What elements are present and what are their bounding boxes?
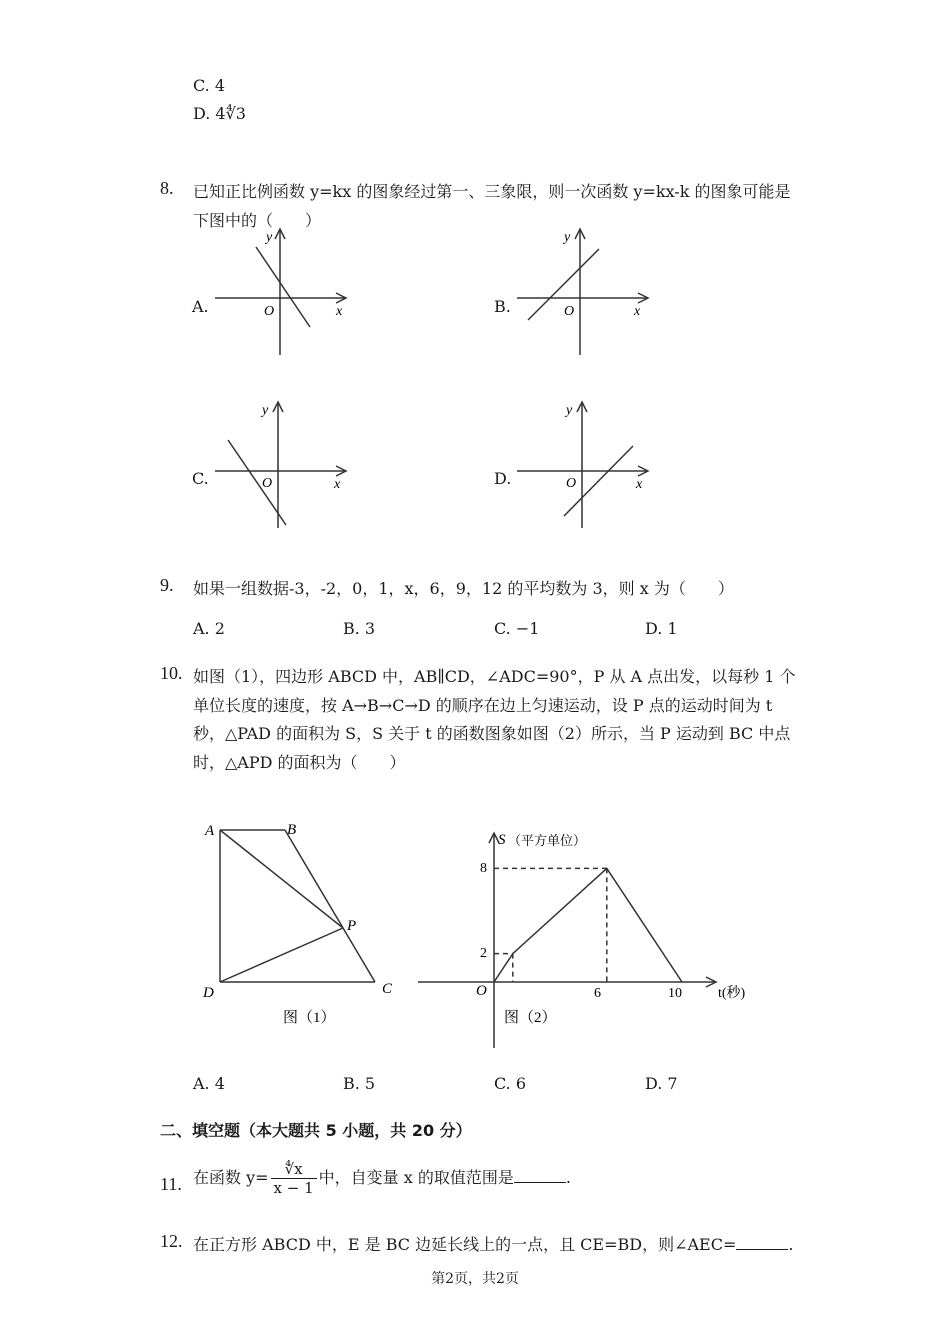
q7-option-d-prefix: D. 4 (193, 104, 226, 123)
q11-text (193, 1160, 571, 1197)
origin-label: O (564, 304, 575, 319)
origin-label: O (264, 304, 275, 319)
s-axis-label: S (498, 832, 506, 848)
origin-label: O (476, 983, 487, 999)
x-label: x (636, 477, 643, 492)
origin-label: O (566, 476, 577, 491)
y-label: y (266, 230, 273, 245)
segment-dp (220, 928, 343, 982)
q12-text: 在正方形 ABCD 中，E 是 BC 边延长线上的一点，且 CE=BD，则∠AEC= (193, 1235, 737, 1254)
q11-answer-blank[interactable] (514, 1168, 566, 1183)
q10-text-line3: 秒，△PAD 的面积为 S，S 关于 t 的函数图象如图（2）所示，当 P 运动到 BC 中点 (193, 724, 791, 743)
vertex-c-label: C (382, 981, 393, 997)
q8-graph-c (210, 398, 355, 533)
vertex-b-label: B (287, 822, 297, 838)
q9-option-d: D. 1 (645, 619, 678, 638)
t-axis-label: t(秒) (718, 986, 746, 1001)
q8-option-a-label: A. (192, 297, 209, 316)
q9-option-a: A. 2 (193, 619, 225, 638)
q7-option-d (193, 104, 246, 123)
vertex-a-label: A (205, 823, 215, 839)
q10-text-line2: 单位长度的速度，按 A→B→C→D 的顺序在边上匀速运动，设 P 点的运动时间为 t (193, 696, 773, 715)
q10-text-line4: 时，△APD 的面积为（ ） (193, 753, 406, 772)
q9-text: 如果一组数据-3，-2，0，1，x，6，9，12 的平均数为 3，则 x 为（ ） (193, 579, 734, 598)
origin-label: O (262, 476, 273, 491)
y-tick-8: 8 (480, 861, 487, 876)
x-tick-10: 10 (668, 986, 682, 1001)
q12-number: 12. (160, 1231, 183, 1251)
q8-text-line2: 下图中的（ ） (193, 211, 322, 230)
edge-bc (285, 830, 375, 982)
point-p-label: P (347, 918, 357, 934)
q10-figure-2 (410, 820, 755, 1052)
q11-fraction (271, 1160, 317, 1197)
q11-numerator: ∜x (271, 1160, 317, 1179)
x-label: x (634, 304, 641, 319)
q11-suffix: 中，自变量 x 的取值范围是 (318, 1168, 514, 1187)
q8-option-d-label: D. (494, 469, 512, 488)
segment-ap (220, 830, 343, 928)
q8-option-b-label: B. (494, 297, 511, 316)
q8-graph-d (512, 398, 657, 533)
q8-number: 8. (160, 178, 174, 198)
q12-answer-blank[interactable] (736, 1235, 788, 1250)
q12-end: . (788, 1235, 794, 1254)
q10-number: 10. (160, 663, 183, 683)
q8-text-line1: 已知正比例函数 y=kx 的图象经过第一、三象限，则一次函数 y=kx-k 的图象可能是 (193, 182, 791, 201)
q10-option-a: A. 4 (193, 1074, 225, 1093)
q10-option-b: B. 5 (343, 1074, 376, 1093)
q8-graph-a (210, 225, 355, 360)
q8-graph-b (512, 225, 657, 360)
figure-2-caption: 图（2） (504, 1010, 557, 1026)
q9-option-b: B. 3 (343, 619, 376, 638)
q10-figure-1 (195, 815, 410, 1035)
y-label: y (262, 403, 269, 418)
q7-option-d-root: ∜3 (225, 104, 246, 123)
guide-lines (494, 868, 607, 982)
q10-text-line1: 如图（1），四边形 ABCD 中，AB∥CD，∠ADC=90°，P 从 A 点出发，以每秒 1 个 (193, 667, 796, 686)
q11-number: 11. (160, 1174, 182, 1194)
x-label: x (336, 304, 343, 319)
q8-option-c-label: C. (192, 469, 209, 488)
page-footer: 第2页，共2页 (431, 1271, 519, 1287)
q11-end: . (565, 1168, 571, 1187)
q12-text-line (193, 1232, 793, 1255)
y-label: y (564, 230, 571, 245)
y-tick-2: 2 (480, 946, 487, 961)
s-axis-unit: （平方单位） (508, 833, 587, 848)
series-line (494, 868, 682, 982)
x-tick-6: 6 (594, 986, 601, 1001)
vertex-d-label: D (203, 985, 214, 1001)
figure-1-caption: 图（1） (283, 1010, 336, 1026)
q11-denominator: x − 1 (273, 1179, 314, 1197)
q9-option-c: C. −1 (494, 619, 540, 638)
y-label: y (566, 403, 573, 418)
section-2-heading: 二、填空题（本大题共 5 小题，共 20 分） (160, 1121, 472, 1140)
x-label: x (334, 477, 341, 492)
q10-option-c: C. 6 (494, 1074, 527, 1093)
q10-option-d: D. 7 (645, 1074, 678, 1093)
q11-prefix: 在函数 y= (193, 1168, 269, 1187)
q7-option-c: C. 4 (193, 76, 226, 95)
q9-number: 9. (160, 575, 174, 595)
